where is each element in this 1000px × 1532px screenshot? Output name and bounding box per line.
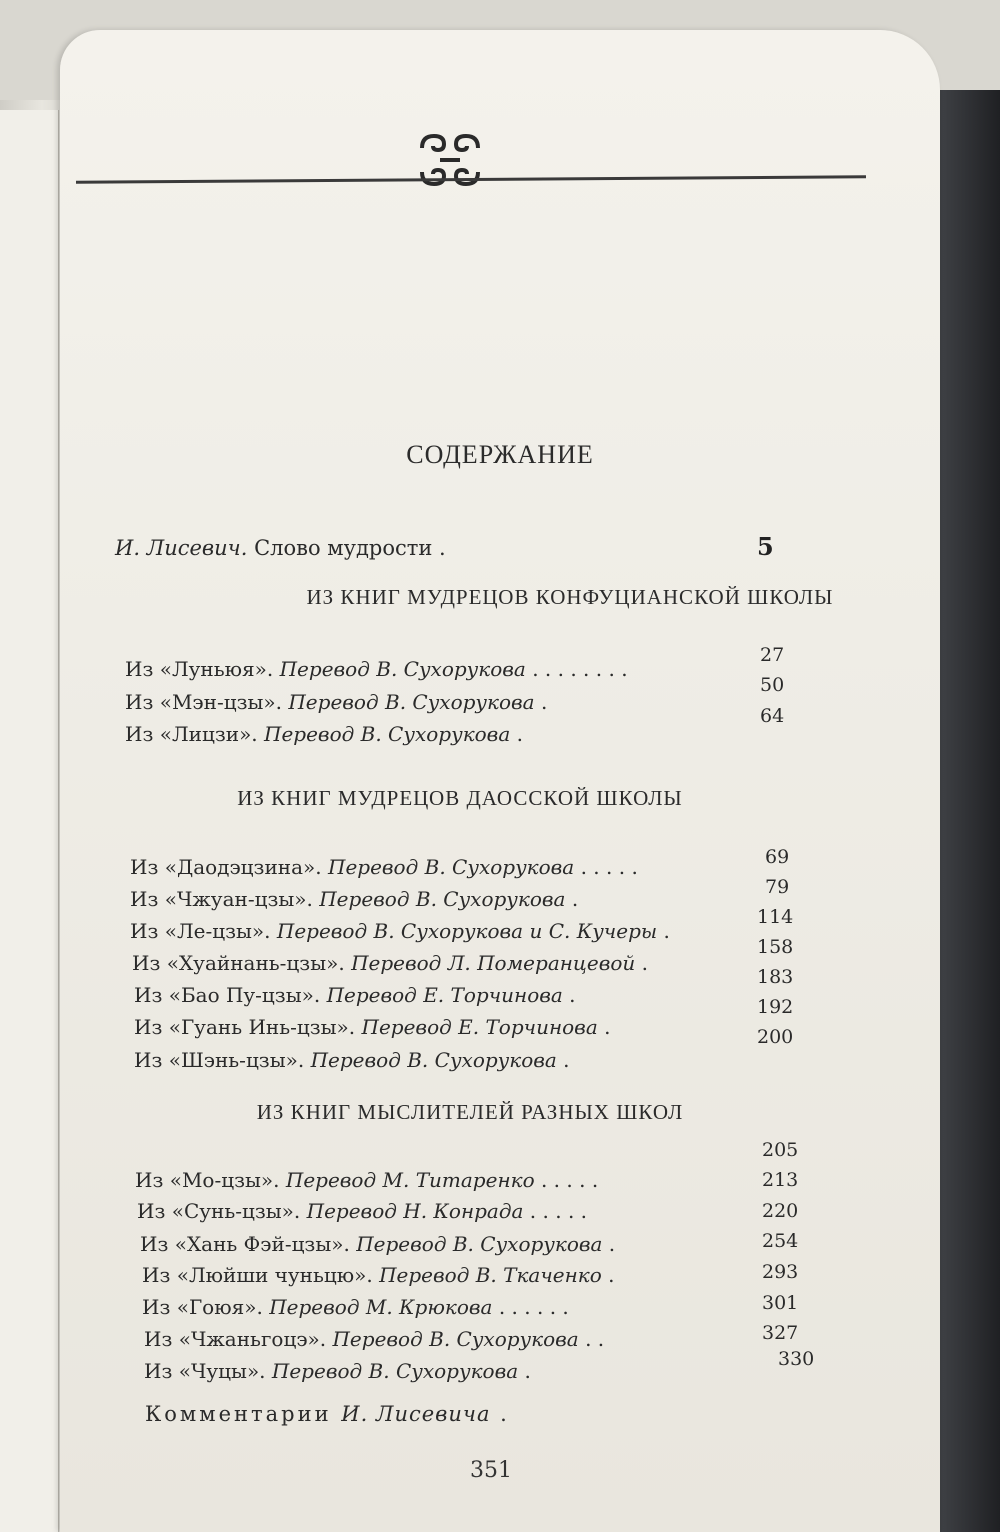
toc-entry: Из «Хань Фэй-цзы». Перевод В. Сухорукова . [140, 1232, 616, 1256]
intro-entry [115, 536, 785, 560]
toc-entry: Из «Ле-цзы». Перевод В. Сухорукова и С. Кучеры . [130, 919, 670, 943]
toc-page-number: 200 [757, 1026, 794, 1048]
toc-entry: Из «Чжуан-цзы». Перевод В. Сухорукова . [130, 887, 579, 911]
toc-entry: Из «Мэн-цзы». Перевод В. Сухорукова . [125, 690, 548, 714]
toc-page-number: 213 [762, 1169, 799, 1191]
toc-entry: Из «Луньюя». Перевод В. Сухорукова . . . . . . . . [125, 657, 628, 681]
toc-entry: Из «Бао Пу-цзы». Перевод Е. Торчинова . [134, 983, 576, 1007]
toc-page-number: 293 [762, 1261, 799, 1283]
toc-page-number: 27 [760, 644, 785, 666]
toc-entry: Из «Сунь-цзы». Перевод Н. Конрада . . . . . [137, 1199, 588, 1223]
toc-page-number: 69 [765, 846, 790, 868]
left-page-edge [0, 110, 59, 1532]
toc-page-number: 183 [757, 966, 794, 988]
intro-dots: . [432, 536, 446, 560]
toc-entry: Из «Гоюя». Перевод М. Крюкова . . . . . . [142, 1295, 569, 1319]
toc-entry: Из «Хуайнань-цзы». Перевод Л. Померанцевой . [132, 951, 648, 975]
contents-heading: СОДЕРЖАНИЕ [406, 440, 594, 469]
section-title-confucian: ИЗ КНИГ МУДРЕЦОВ КОНФУЦИАНСКОЙ ШКОЛЫ [306, 585, 834, 609]
toc-page-number: 327 [762, 1322, 799, 1344]
toc-entry: Из «Лицзи». Перевод В. Сухорукова . [125, 722, 523, 746]
toc-page-number: 79 [765, 876, 790, 898]
toc-entry: Из «Чжаньгоцэ». Перевод В. Сухорукова . . [144, 1327, 605, 1351]
toc-page-number: 301 [762, 1292, 799, 1314]
toc-page-number: 330 [778, 1348, 815, 1370]
toc-page-number: 254 [762, 1230, 799, 1252]
toc-page-number: 192 [757, 996, 794, 1018]
intro-title: Слово мудрости [254, 536, 433, 560]
toc-page-number: 50 [760, 674, 785, 696]
toc-entry: Из «Шэнь-цзы». Перевод В. Сухорукова . [134, 1048, 570, 1072]
toc-entry: Из «Мо-цзы». Перевод М. Титаренко . . . . . [135, 1168, 599, 1192]
section-title-various: ИЗ КНИГ МЫСЛИТЕЛЕЙ РАЗНЫХ ШКОЛ [256, 1100, 684, 1124]
toc-entry: Из «Чуцы». Перевод В. Сухорукова . [144, 1359, 531, 1383]
intro-author: И. Лисевич. [115, 536, 248, 560]
toc-entry: Из «Гуань Инь-цзы». Перевод Е. Торчинова . [134, 1015, 611, 1039]
toc-page-number: 64 [760, 705, 785, 727]
comments-entry: Комментарии И. Лисевича . [145, 1402, 510, 1426]
toc-page-number: 158 [757, 936, 794, 958]
toc-entry: Из «Люйши чуньцю». Перевод В. Ткаченко . [142, 1263, 615, 1287]
book-page [60, 30, 940, 1532]
section-title-daoist: ИЗ КНИГ МУДРЕЦОВ ДАОССКОЙ ШКОЛЫ [237, 786, 683, 810]
toc-page-number: 114 [757, 906, 794, 928]
page-number: 351 [470, 1458, 512, 1483]
toc-page-number: 205 [762, 1139, 799, 1161]
toc-page-number: 220 [762, 1200, 799, 1222]
ornament-icon [410, 120, 490, 200]
intro-page-number: 5 [757, 532, 774, 561]
toc-entry: Из «Даодэцзина». Перевод В. Сухорукова . . . . . [130, 855, 638, 879]
